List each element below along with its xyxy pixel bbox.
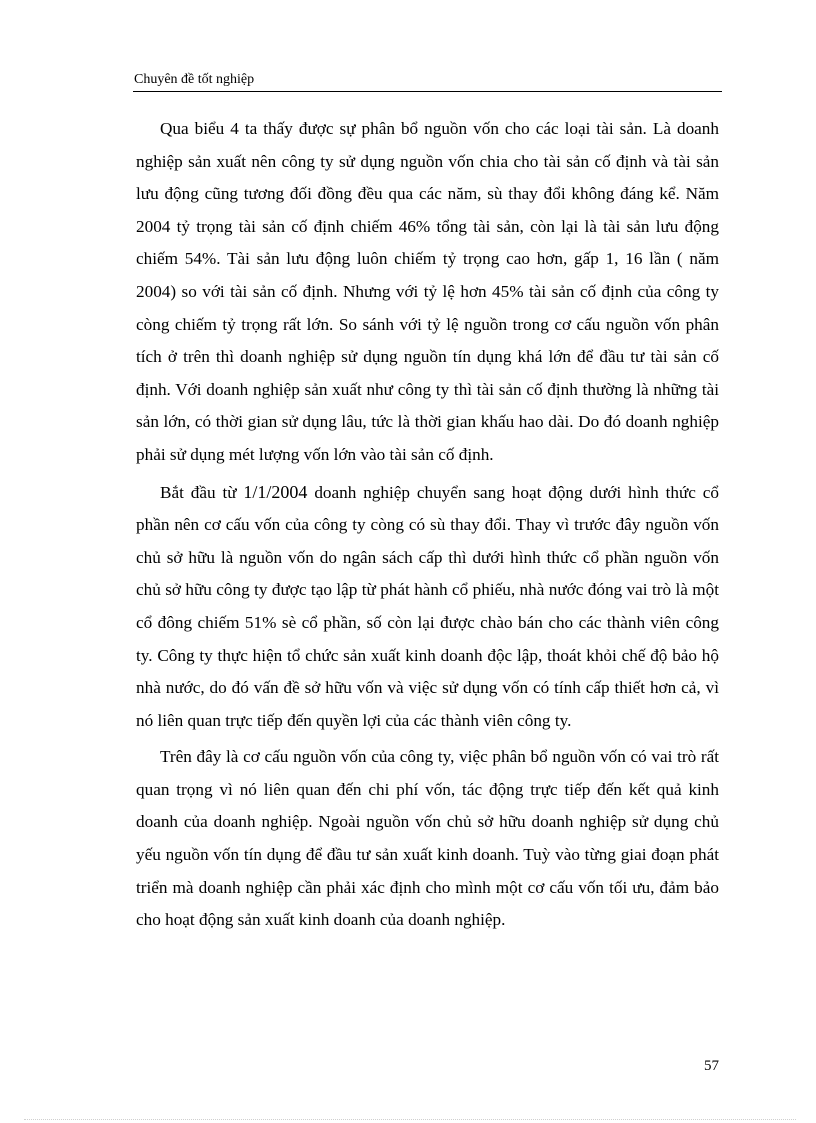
paragraph-3: Trên đây là cơ cấu nguồn vốn của công ty, việc phân bổ nguồn vốn có vai trò rất quan trọng vì nó liên quan đến chi phí vốn, tác động trực tiếp đến kết quả kinh doanh của doanh nghiệp. Ngoài nguồn vốn chủ sở hữu doanh nghiệp sử dụng chủ yếu nguồn vốn tín dụng để đầu tư sản xuất kinh doanh. Tuỳ vào từng giai đoạn phát triển mà doanh nghiệp cần phải xác định cho mình một cơ cấu vốn tối ưu, đảm bảo cho hoạt động sản xuất kinh doanh của doanh nghiệp. <box>136 747 719 930</box>
paragraph-2-rest: doanh nghiệp chuyển sang hoạt động dưới hình thức cổ phần nên cơ cấu vốn của công ty còng có sù thay đổi. Thay vì trước đây nguồn vốn chủ sở hữu là nguồn vốn do ngân sách cấp thì dưới hình thức cổ phần nguồn vốn chủ sở hữu công ty được tạo lập từ phát hành cổ phiếu, nhà nước đóng vai trò là một cổ đông chiếm 51% sè cổ phần, số còn lại được chào bán cho các thành viên công ty. Công ty thực hiện tổ chức sản xuất kinh doanh độc lập, thoát khỏi chế độ bảo hộ nhà nước, do đó vấn đề sở hữu vốn và việc sử dụng vốn có tính cấp thiết hơn cả, vì nó liên quan trực tiếp đến quyền lợi của các thành viên công ty. <box>136 482 719 730</box>
page-number: 57 <box>704 1058 719 1074</box>
paragraph-2-lead: Bắt đầu từ <box>160 482 244 502</box>
paragraph-2 <box>136 476 719 738</box>
document-body <box>136 113 719 937</box>
header-rule <box>133 91 722 92</box>
paragraph-1: Qua biểu 4 ta thấy được sự phân bổ nguồn vốn cho các loại tài sản. Là doanh nghiệp sản xuất nên công ty sử dụng nguồn vốn chia cho tài sản cố định và tài sản lưu động cũng tương đối đồng đều qua các năm, sù thay đổi không đáng kể. Năm 2004 tỷ trọng tài sản cố định chiếm 46% tổng tài sản, còn lại là tài sản lưu động chiếm 54%. Tài sản lưu động luôn chiếm tỷ trọng cao hơn, gấp 1, 16 lần ( năm 2004) so với tài sản cố định. Nhưng với tỷ lệ hơn 45% tài sản cố định của công ty còng chiếm tỷ trọng rất lớn. So sánh với tỷ lệ nguồn trong cơ cấu nguồn vốn phân tích ở trên thì doanh nghiệp sử dụng nguồn tín dụng khá lớn để đầu tư tài sản cố định. Với doanh nghiệp sản xuất như công ty thì tài sản cố định thường là những tài sản lớn, có thời gian sử dụng lâu, tức là thời gian khấu hao dài. Do đó doanh nghiệp phải sử dụng mét lượng vốn lớn vào tài sản cố định. <box>136 119 719 464</box>
page-edge-divider <box>24 1119 796 1120</box>
document-header: Chuyên đề tốt nghiệp <box>134 72 255 87</box>
paragraph-2-date: 1/1/2004 <box>243 481 308 502</box>
